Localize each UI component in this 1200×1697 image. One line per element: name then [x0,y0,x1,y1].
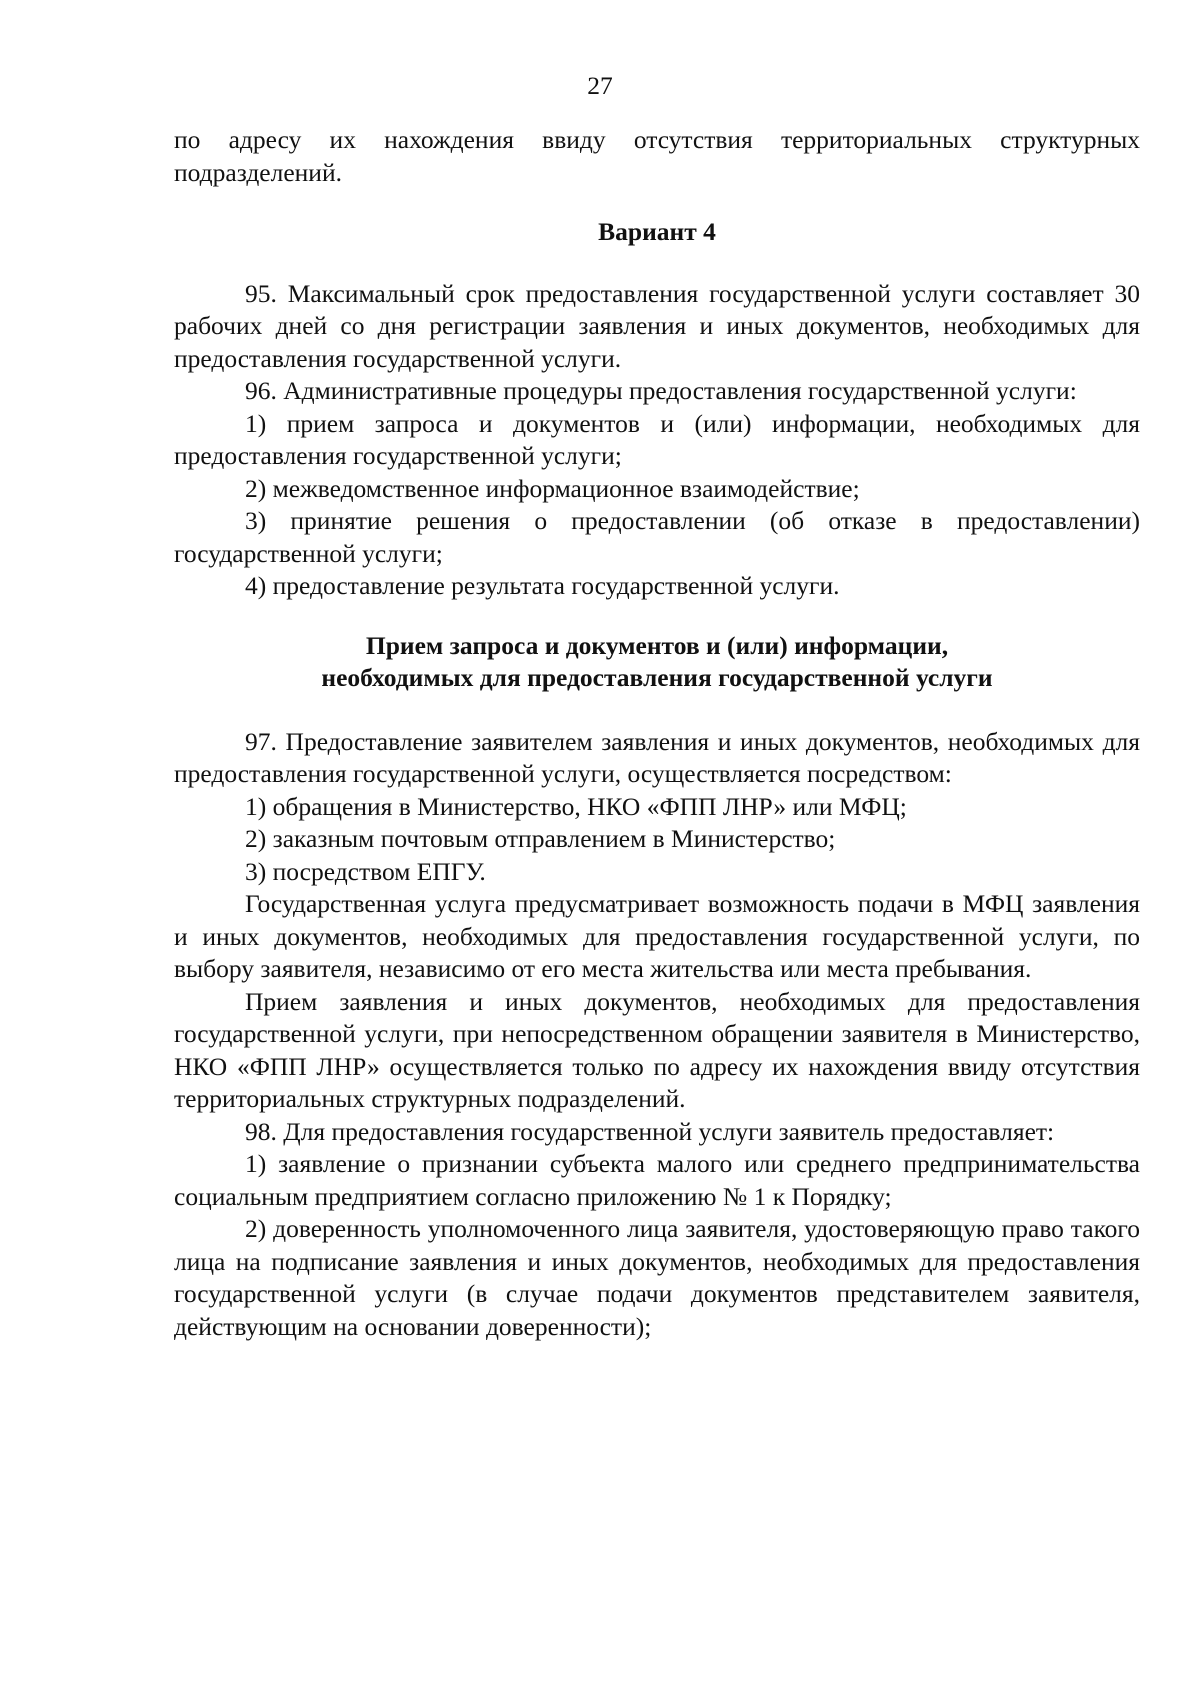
section-heading [174,630,1140,695]
paragraph-96: 96. Административные процедуры предоставления государственной услуги: [245,376,1077,405]
list-item-96-2: 2) межведомственное информационное взаимодействие; [245,473,860,503]
list-item-96-3: 3) принятие решения о предоставлении (об отказе в предоставлении) государственной услуги; [174,506,1140,568]
variant-heading: Вариант 4 [598,217,716,246]
paragraph-direct-submission: Прием заявления и иных документов, необходимых для предоставления государственной услуги, при непосредственном обращении заявителя в Министерство, НКО «ФПП ЛНР» осуществляется только по адресу их нахождения ввиду отсутствия территориальных структурных подразделений. [174,986,1140,1113]
list-item-96-1: 1) прием запроса и документов и (или) информации, необходимых для предоставления государственной услуги; [174,408,1140,470]
page-number: 27 [587,71,613,100]
paragraph-mfc-submission: Государственная услуга предусматривает возможность подачи в МФЦ заявления и иных документов, необходимых для предоставления государственной услуги, по выбору заявителя, независимо от его места жительства или места пребывания. [174,889,1140,983]
paragraph-98: 98. Для предоставления государственной услуги заявитель предоставляет: [245,1116,1055,1146]
list-item-97-3: 3) посредством ЕПГУ. [245,856,486,886]
list-item-98-2: 2) доверенность уполномоченного лица заявителя, удостоверяющую право такого лица на подписание заявления и иных документов, необходимых для предоставления государственной услуги (в случае подачи документов представителем заявителя, действующим на основании доверенности); [174,1214,1140,1341]
list-item-97-2: 2) заказным почтовым отправлением в Министерство; [245,824,836,853]
paragraph-continuation: по адресу их нахождения ввиду отсутствия территориальных структурных подразделений. [174,125,1140,187]
list-item-96-4: 4) предоставление результата государственной услуги. [245,571,840,600]
section-heading-line-2: необходимых для предоставления государственной услуги [321,663,993,692]
list-item-98-1: 1) заявление о признании субъекта малого или среднего предпринимательства социальным предприятием согласно приложению № 1 к Порядку; [174,1149,1140,1211]
list-item-97-1: 1) обращения в Министерство, НКО «ФПП ЛНР» или МФЦ; [245,791,907,821]
paragraph-97: 97. Предоставление заявителем заявления и иных документов, необходимых для предоставления государственной услуги, осуществляется посредством: [174,726,1140,788]
section-heading-line-1: Прием запроса и документов и (или) информации, [365,630,949,660]
paragraph-95: 95. Максимальный срок предоставления государственной услуги составляет 30 рабочих дней со дня регистрации заявления и иных документов, необходимых для предоставления государственной услуги. [174,278,1140,373]
document-body [174,124,1140,1343]
